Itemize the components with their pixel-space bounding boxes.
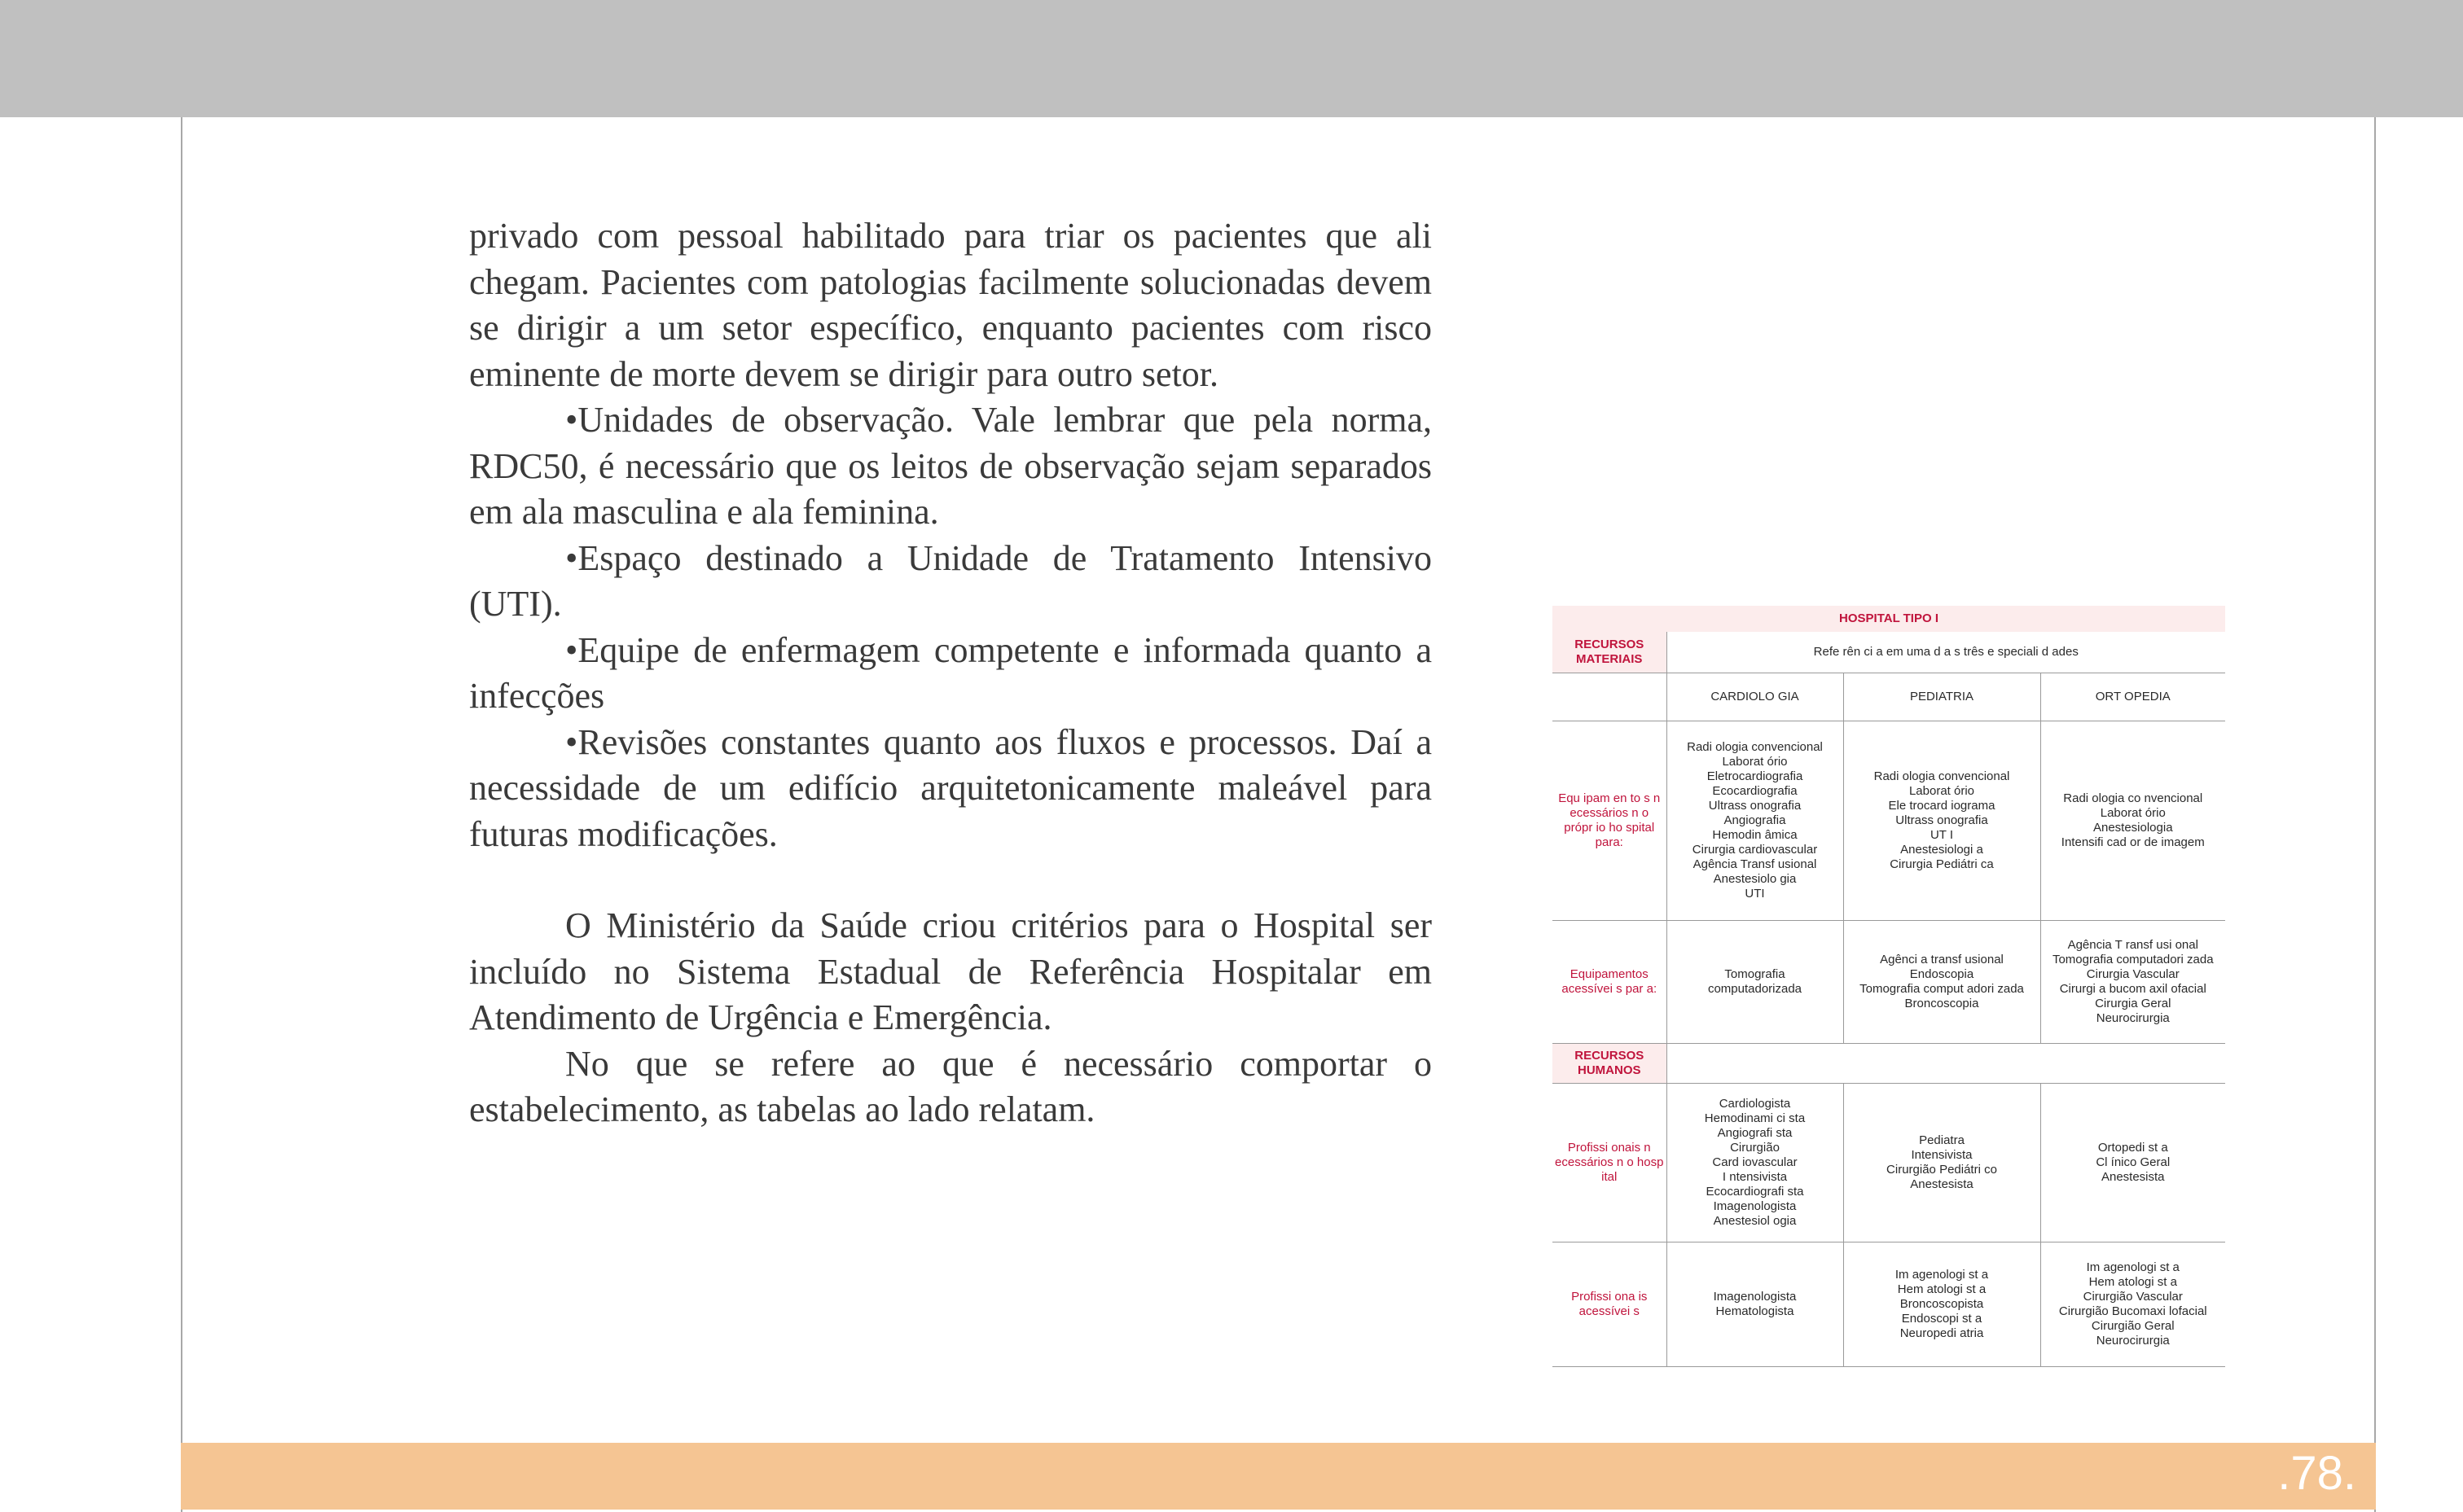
- row-label: Equipamentos acessívei s par a:: [1552, 921, 1666, 1044]
- referencia-cell: Refe rên ci a em uma d a s três e speciali d ades: [1666, 632, 2225, 673]
- table-cell: Ortopedi st a Cl ínico Geral Anestesista: [2040, 1084, 2225, 1242]
- bullet-paragraph: •Equipe de enfermagem competente e informada quanto a infecções: [469, 629, 1432, 716]
- section-recursos-humanos: RECURSOS HUMANOS: [1552, 1044, 1666, 1084]
- table-cell: Cardiologista Hemodinami ci sta Angiografi sta Cirurgião Card iovascular I ntensivista Ecocardiografi sta Imagenologista Anestesiol ogia: [1666, 1084, 1843, 1242]
- table-cell: Radi ologia convencional Laborat ório Ele trocard iograma Ultrass onografia UT I Anestesiologi a Cirurgia Pediátri ca: [1843, 721, 2040, 921]
- top-header-bar: [0, 0, 2463, 117]
- section-recursos-materiais: RECURSOS MATERIAIS: [1552, 632, 1666, 673]
- hospital-type-table: [1552, 606, 2225, 1367]
- table-cell: Imagenologista Hematologista: [1666, 1242, 1843, 1367]
- table-cell: Agência T ransf usi onal Tomografia computadori zada Cirurgia Vascular Cirurgi a bucom axil ofacial Cirurgia Geral Neurocirurgia: [2040, 921, 2225, 1044]
- bullet-paragraph: •Unidades de observação. Vale lembrar que pela norma, RDC50, é necessário que os leitos de observação sejam separados em ala masculina e ala feminina.: [469, 400, 1432, 532]
- table-cell: Tomografia computadorizada: [1666, 921, 1843, 1044]
- body-text: [469, 213, 1432, 1133]
- empty-cell: [1666, 1044, 2225, 1084]
- bullet-paragraph: •Revisões constantes quanto aos fluxos e processos. Daí a necessidade de um edifício arquitetonicamente maleável para futuras modificações.: [469, 721, 1432, 854]
- column-header: PEDIATRIA: [1843, 673, 2040, 721]
- table-title: HOSPITAL TIPO I: [1552, 606, 2225, 632]
- column-header: ORT OPEDIA: [2040, 673, 2225, 721]
- table-cell: Im agenologi st a Hem atologi st a Cirurgião Vascular Cirurgião Bucomaxi lofacial Cirurgião Geral Neurocirurgia: [2040, 1242, 2225, 1367]
- paragraph: No que se refere ao que é necessário comportar o estabelecimento, as tabelas ao lado relatam.: [469, 1043, 1432, 1129]
- paragraph-gap: [469, 857, 1432, 903]
- table-cell: Pediatra Intensivista Cirurgião Pediátri co Anestesista: [1843, 1084, 2040, 1242]
- row-label: Equ ipam en to s n ecessários n o própr io ho spital para:: [1552, 721, 1666, 921]
- empty-cell: [1552, 673, 1666, 721]
- table-cell: Radi ologia co nvencional Laborat ório Anestesiologia Intensifi cad or de imagem: [2040, 721, 2225, 921]
- row-label: Profissi onais n ecessários n o hosp ital: [1552, 1084, 1666, 1242]
- bullet-paragraph: •Espaço destinado a Unidade de Tratamento Intensivo (UTI).: [469, 537, 1432, 624]
- footer-bar: [181, 1443, 2376, 1510]
- paragraph: privado com pessoal habilitado para triar os pacientes que ali chegam. Pacientes com patologias facilmente solucionadas devem se dirigir a um setor específico, enquanto pacientes com risco eminente de morte devem se dirigir para outro setor.: [469, 216, 1432, 394]
- table-cell: Radi ologia convencional Laborat ório Eletrocardiografia Ecocardiografia Ultrass onografia Angiografia Hemodin âmica Cirurgia cardiovascular Agência Transf usional Anestesiolo gia UTI: [1666, 721, 1843, 921]
- paragraph: O Ministério da Saúde criou critérios para o Hospital ser incluído no Sistema Estadual de Referência Hospitalar em Atendimento de Urgência e Emergência.: [469, 905, 1432, 1037]
- page-number: .78.: [2277, 1447, 2356, 1500]
- table-cell: Im agenologi st a Hem atologi st a Broncoscopista Endoscopi st a Neuropedi atria: [1843, 1242, 2040, 1367]
- row-label: Profissi ona is acessívei s: [1552, 1242, 1666, 1367]
- column-header: CARDIOLO GIA: [1666, 673, 1843, 721]
- table-cell: Agênci a transf usional Endoscopia Tomografia comput adori zada Broncoscopia: [1843, 921, 2040, 1044]
